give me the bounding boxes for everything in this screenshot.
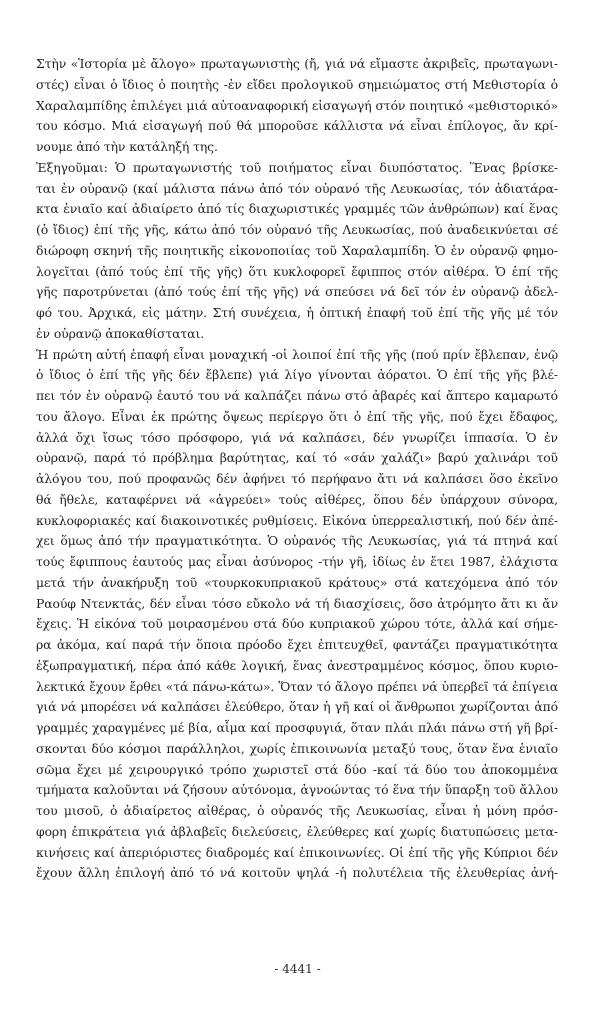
text-line: λεκτικά ἔχουν ἔρθει «τά πάνω-κάτω». Ὅταν τό ἄλογο πρέπει νά ὑπερβεῖ τά ἐπίγεια <box>36 678 558 694</box>
text-line: ἀλλά ὄχι ἴσως τόσο πρόσφορο, γιά νά καλπάσει, δέν γνωρίζει ἱππασία. Ὁ ἐν <box>36 429 558 445</box>
text-line: ἐν οὐρανῷ ἀποκαθίσταται. <box>36 325 205 341</box>
text-line: ται ἐν οὐρανῷ (καί μάλιστα πάνω ἀπό τόν οὐρανό τῆς Λευκωσίας, τόν ἀδιατάρα- <box>36 180 558 196</box>
text-line: του κόσμο. Μιά εἰσαγωγή πού θά μποροῦσε κάλλιστα νά εἶναι ἐπίλογος, ἄν κρί- <box>36 118 558 134</box>
text-line: ἔχεις. Ἡ εἰκόνα τοῦ μοιρασμένου στά δύο κυπριακοῦ χώρου τότε, ἀλλά καί σήμε- <box>36 616 558 632</box>
text-line: Ραούφ Ντενκτάς, δέν εἶναι τόσο εὔκολο νά τή διασχίσεις, ὅσο ἀτρόμητο ἄτι κι ἄν <box>36 595 558 611</box>
text-line: Χαραλαμπίδης ἐπιλέγει μιά αὐτοαναφορική εἰσαγωγή στόν ποιητικό «μεθιστορικό» <box>36 97 558 113</box>
text-line: (ὁ ἴδιος) ἐπί τῆς γῆς, κάτω ἀπό τόν οὐρανό τῆς Λευκωσίας, πού ἀναδεικνύεται σέ <box>36 222 558 237</box>
text-line: γραμμές χαραγμένες μέ βία, αἷμα καί προσφυγιά, ὅταν πλάι πλάι πάνω στή γῆ βρί- <box>36 720 558 735</box>
text-line: σῶμα ἔχει μέ χειρουργικό τρόπο χωριστεῖ στά δύο -καί τά δύο του ἀποκομμένα <box>36 761 558 777</box>
text-line: Ἐξηγοῦμαι: Ὁ πρωταγωνιστής τοῦ ποιήματος εἶναι διυπόστατος. Ἕνας βρίσκε- <box>36 159 558 175</box>
text-line: ὁ ἴδιος ὁ ἐπί τῆς γῆς δέν ἔβλεπε) γιά λίγο γίνονται ἀόρατοι. Ὁ ἐπί τῆς γῆς βλέ- <box>36 367 558 383</box>
text-line: κτα ἑνιαῖο καί ἀδιαίρετο ἀπό τίς διαχωριστικές γραμμές τῶν ἀνθρώπων) καί ἕνας <box>36 201 558 217</box>
text-line: του μισοῦ, ὁ ἀδιαίρετος αἰθέρας, ὁ οὐρανός τῆς Λευκωσίας, εἶναι ἡ μόνη πρόσ- <box>36 803 558 818</box>
text-line: φό του. Ἀρχικά, εἰς μάτην. Στή συνέχεια, ἡ ὀπτική ἐπαφή τοῦ ἐπί τῆς γῆς μέ τόν <box>36 305 558 320</box>
text-line: χει ὅμως ἀπό τήν πραγματικότητα. Ὁ οὐρανός τῆς Λευκωσίας, γιά τά πτηνά καί <box>36 533 558 549</box>
text-line: στές) εἶναι ὁ ἴδιος ὁ ποιητὴς -ἐν εἴδει προλογικοῦ σημειώματος στή Μεθιστορία ὁ <box>36 76 558 92</box>
page-number: - 4441 - <box>274 962 321 976</box>
text-line: γιά νά μπορέσει νά καλπάσει ἐλεύθερο, ὅταν ἡ γῆ καί οἱ ἄνθρωποι χωρίζονται ἀπό <box>36 699 558 715</box>
text-line: Στὴν «Ἱστορία μὲ ἄλογο» πρωταγωνιστὴς (ἤ, γιά νά εἴμαστε ἀκριβεῖς, πρωταγωνι- <box>36 56 558 71</box>
text-line: ρα ἀκόμα, καί παρά τήν ὅποια πρόοδο ἔχει ἐπιτευχθεῖ, φαντάζει πραγματικότητα <box>36 637 558 652</box>
text-line: τούς ἔφιππους ἑαυτούς μας εἶναι ἀσύνορος -τήν γῆ, ἰδίως ἐν ἔτει 1987, ἐλάχιστα <box>36 554 558 569</box>
text-line: κυκλοφοριακές καί διακοινοτικές ρυθμίσεις. Εἰκόνα ὑπερρεαλιστική, πού δέν ἀπέ- <box>36 512 558 528</box>
text-line: πει τόν ἐν οὐρανῷ ἑαυτό του νά καλπάζει πάνω στό ἀβαρές καί ἄπτερο καμαρωτό <box>36 388 558 403</box>
text-line: φορη ἐπικράτεια γιά ἀβλαβεῖς διελεύσεις, ἐλεύθερες καί χωρίς διατυπώσεις μετα- <box>36 823 558 839</box>
text-line: ἔχουν ἄλλη ἐπιλογή ἀπό τό νά κοιτοῦν ψηλά -ἡ πολυτέλεια τῆς ἐλευθερίας ἀνή- <box>36 865 558 881</box>
text-line: λογεῖται (ἀπό τούς ἐπί τῆς γῆς) ὅτι κυκλοφορεῖ ἔφιππος στόν αἰθέρα. Ὁ ἐπί τῆς <box>36 263 558 279</box>
text-line: οὐρανῷ, παρά τό πρόβλημα βαρύτητας, καί τό «σάν χαλάζι» βαρύ χαλινάρι τοῦ <box>36 450 558 466</box>
text-line: διώροφη σκηνή τῆς ποιητικῆς εἰκονοποιίας τοῦ Χαραλαμπίδη. Ὁ ἐν οὐρανῷ φημο- <box>36 242 558 258</box>
text-line: σκονται δύο κόσμοι παράλληλοι, χωρίς ἐπικοινωνία μεταξύ τους, ὅταν ἕνα ἑνιαῖο <box>36 740 558 756</box>
text-line: γῆς παροτρύνεται (ἀπό τούς ἐπί τῆς γῆς) νά σπεύσει νά δεῖ τόν ἐν οὐρανῷ ἀδελ- <box>36 284 558 300</box>
text-line: τμήματα καλοῦνται νά ζήσουν αὐτόνομα, ἀγνοώντας τό ἕνα τήν ὕπαρξη τοῦ ἄλλου <box>36 782 558 798</box>
text-line: νουμε ἀπό τὴν κατάληξή της. <box>36 139 218 154</box>
text-line: Ἡ πρώτη αὐτή ἐπαφή εἶναι μοναχική -οἱ λοιποί ἐπί τῆς γῆς (πού πρίν ἔβλεπαν, ἐνῷ <box>36 346 558 362</box>
text-line: ἐξωπραγματική, πέρα ἀπό κάθε λογική, ἕνας ἀνεστραμμένος κόσμος, ὅπου κυριο- <box>36 657 558 673</box>
text-line: ἀλόγου του, πού προφανῶς δέν ἀφήνει τό περήφανο ἄτι νά καλπάσει ὅσο ἐκεῖνο <box>36 471 558 486</box>
text-line: μετά τήν ἀνακήρυξη τοῦ «τουρκοκυπριακοῦ κράτους» στά κατεχόμενα ἀπό τόν <box>36 574 558 590</box>
text-line: του ἄλογο. Εἶναι ἐκ πρώτης ὄψεως περίεργο ὅτι ὁ ἐπί τῆς γῆς, πού ἔχει ἔδαφος, <box>36 408 558 424</box>
text-line: θά ἤθελε, καταφέρνει νά «ἀγρεύει» τούς αἰθέρες, ὅπου δέν ὑπάρχουν σύνορα, <box>36 491 558 507</box>
text-line: κινήσεις καί ἀπεριόριστες διαδρομές καί ἐπικοινωνίες. Οἱ ἐπί τῆς γῆς Κύπριοι δέν <box>36 844 558 860</box>
body-text <box>36 54 558 884</box>
